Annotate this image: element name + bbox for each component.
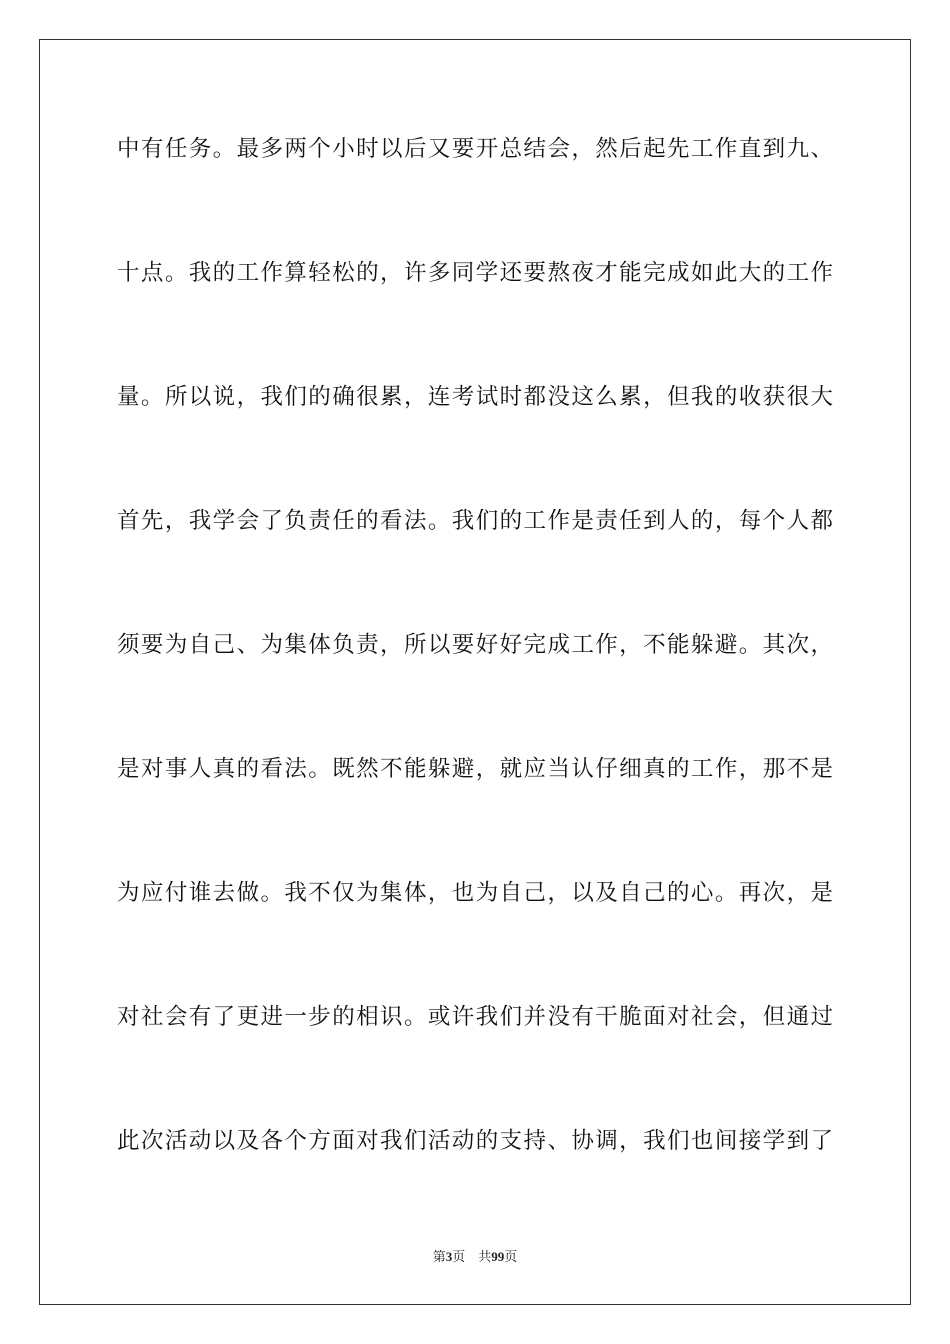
body-text-line-2: 十点。我的工作算轻松的，许多同学还要熬夜才能完成如此大的工作 xyxy=(117,260,833,286)
page-border xyxy=(39,39,911,1305)
body-text-line-4: 首先，我学会了负责任的看法。我们的工作是责任到人的，每个人都 xyxy=(117,508,833,534)
body-text-line-5: 须要为自己、为集体负责，所以要好好完成工作，不能躲避。其次， xyxy=(117,632,833,658)
page-label-suffix: 页 xyxy=(452,1249,466,1264)
total-pages: 99 xyxy=(491,1249,505,1264)
page-number: 3 xyxy=(445,1249,453,1264)
body-text-line-7: 为应付谁去做。我不仅为集体，也为自己，以及自己的心。再次，是 xyxy=(117,880,833,906)
body-text-line-9: 此次活动以及各个方面对我们活动的支持、协调，我们也间接学到了 xyxy=(117,1128,833,1154)
body-text-line-6: 是对事人真的看法。既然不能躲避，就应当认仔细真的工作，那不是 xyxy=(117,756,833,782)
body-text-line-8: 对社会有了更进一步的相识。或许我们并没有干脆面对社会，但通过 xyxy=(117,1004,833,1030)
body-text-line-3: 量。所以说，我们的确很累，连考试时都没这么累，但我的收获很大 xyxy=(117,384,833,410)
page-footer xyxy=(0,1247,950,1267)
page-label-prefix: 第 xyxy=(432,1249,446,1264)
total-label-suffix: 页 xyxy=(504,1249,518,1264)
body-text-line-1: 中有任务。最多两个小时以后又要开总结会，然后起先工作直到九、 xyxy=(117,136,833,162)
total-label-prefix: 共 xyxy=(478,1249,492,1264)
